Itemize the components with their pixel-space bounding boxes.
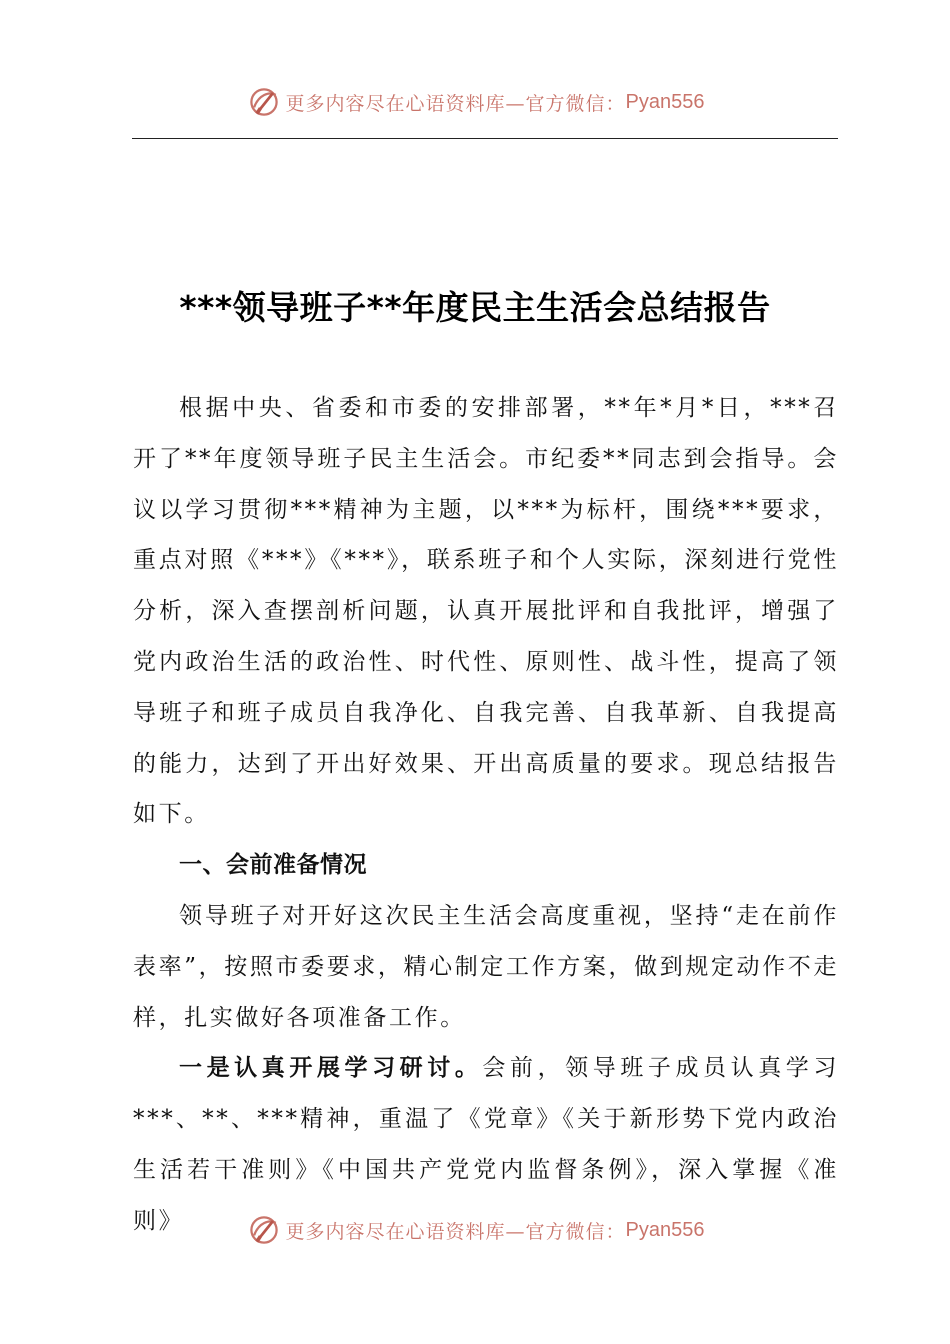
- header-banner: [0, 82, 950, 122]
- document-title: ***领导班子**年度民主生活会总结报告: [179, 288, 771, 327]
- ink-brush-logo-icon: [246, 84, 282, 120]
- preparation-paragraph: 领导班子对开好这次民主生活会高度重视，坚持“走在前作表率”，按照市委要求，精心制定工作方案，做到规定动作不走样，扎实做好各项准备工作。: [133, 902, 839, 1031]
- study-lead: 一是认真开展学习研讨。: [179, 1054, 483, 1082]
- intro-paragraph: 根据中央、省委和市委的安排部署，**年*月*日，***召开了**年度领导班子民主生活会。市纪委**同志到会指导。会议以学习贯彻***精神为主题，以***为标杆，围绕***要求，重点对照《***》《***》，联系班子和个人实际，深刻进行党性分析，深入查摆剖析问题，认真开展批评和自我批评，增强了党内政治生活的政治性、时代性、原则性、战斗性，提高了领导班子和班子成员自我净化、自我完善、自我革新、自我提高的能力，达到了开出好效果、开出高质量的要求。现总结报告如下。: [133, 395, 839, 828]
- banner-text: 更多内容尽在心语资料库—官方微信：: [285, 1220, 626, 1243]
- wechat-id: Pyan556: [625, 1218, 705, 1241]
- wechat-id: Pyan556: [625, 90, 705, 113]
- footer-banner: [0, 1210, 950, 1250]
- header-divider: [132, 138, 838, 139]
- document-body: [133, 383, 839, 1247]
- section-heading: 一、会前准备情况: [179, 852, 367, 879]
- study-text: 会前，领导班子成员认真学习***、**、***精神，重温了《党章》《关于新形势下党内政治生活若干准则》《中国共产党党内监督条例》，深入掌握《准则》: [133, 1055, 839, 1234]
- ink-brush-logo-icon: [246, 1212, 282, 1248]
- banner-text: 更多内容尽在心语资料库—官方微信：: [285, 92, 626, 115]
